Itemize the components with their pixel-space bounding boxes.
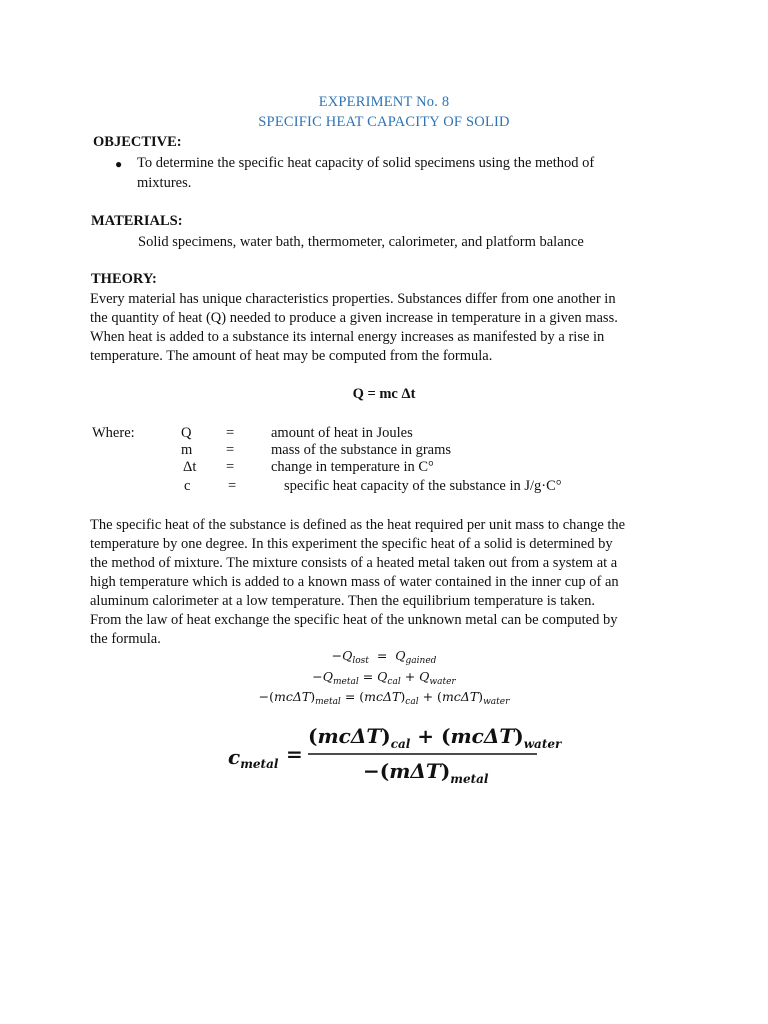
theory-p1-line: Every material has unique characteristics properties. Substances differ from one another in (90, 291, 616, 307)
svg-text:−(mΔT)metal: $-(m\Delta T)_{metal}$ (363, 759, 489, 786)
where-equals: = (226, 442, 235, 458)
svg-text:=: = (286, 742, 303, 766)
svg-text:(mcΔT)cal + (mcΔT)water: $(mc\Delta T)_{cal} + (mc\Delta T)_{water}$ (308, 724, 562, 751)
where-symbol: Δt (183, 459, 197, 475)
specific-heat-formula (220, 718, 562, 790)
experiment-number: EXPERIMENT No. 8 (318, 94, 450, 110)
where-equals: = (226, 459, 235, 475)
theory-heading: THEORY: (91, 271, 157, 287)
where-description: mass of the substance in grams (271, 442, 452, 458)
materials-text: Solid specimens, water bath, thermometer, calorimeter, and platform balance (138, 234, 584, 250)
equation-heat-balance: $-Q_{lost} = Q_{gained}$ (331, 648, 437, 666)
objective-line-2: mixtures. (137, 175, 192, 191)
theory-p1-line: the quantity of heat (Q) needed to produce a given increase in temperature in a given mass. (90, 310, 618, 326)
where-equals: = (228, 478, 237, 494)
where-symbol: c (184, 478, 191, 494)
theory-p2-line: the method of mixture. The mixture consists of a heated metal taken out from a system at a (90, 555, 618, 571)
where-symbol: m (181, 442, 193, 458)
svg-text:cmetal: $c_{metal}$ (228, 745, 279, 771)
theory-paragraph-1 (90, 290, 676, 366)
document-title: SPECIFIC HEAT CAPACITY OF SOLID (258, 114, 510, 130)
theory-p2-line: temperature by one degree. In this experiment the specific heat of a solid is determined by (90, 536, 613, 552)
theory-p1-line: temperature. The amount of heat may be computed from the formula. (90, 348, 493, 364)
theory-paragraph-2 (90, 516, 676, 649)
objective-heading: OBJECTIVE: (93, 134, 182, 150)
where-description: specific heat capacity of the substance in J/g·C° (284, 478, 562, 494)
where-description: change in temperature in C° (271, 459, 434, 475)
theory-p2-line: high temperature which is added to a known mass of water contained in the inner cup of an (90, 574, 619, 590)
equation-heat-components: $-Q_{metal} = Q_{cal} + Q_{water}$ (312, 669, 456, 687)
where-label: Where: (92, 425, 135, 441)
materials-heading: MATERIALS: (91, 213, 183, 229)
where-equals: = (226, 425, 235, 441)
theory-p2-line: the formula. (90, 631, 161, 647)
theory-p2-line: aluminum calorimeter at a low temperature. Then the equilibrium temperature is taken. (90, 593, 596, 609)
theory-p1-line: When heat is added to a substance its internal energy increases as manifested by a rise in (90, 329, 605, 345)
heat-formula: Q = mc Δt (352, 386, 416, 402)
theory-p2-line: The specific heat of the substance is defined as the heat required per unit mass to change the (90, 517, 626, 533)
where-description: amount of heat in Joules (271, 425, 413, 441)
bullet-icon: ● (115, 157, 123, 171)
theory-p2-line: From the law of heat exchange the specific heat of the unknown metal can be computed by (90, 612, 618, 628)
where-symbol: Q (181, 425, 192, 441)
equation-mc-delta-t: $-(mc\Delta T)_{metal} = (mc\Delta T)_{cal} + (mc\Delta T)_{water}$ (258, 689, 510, 707)
objective-line-1: To determine the specific heat capacity of solid specimens using the method of (137, 155, 595, 171)
